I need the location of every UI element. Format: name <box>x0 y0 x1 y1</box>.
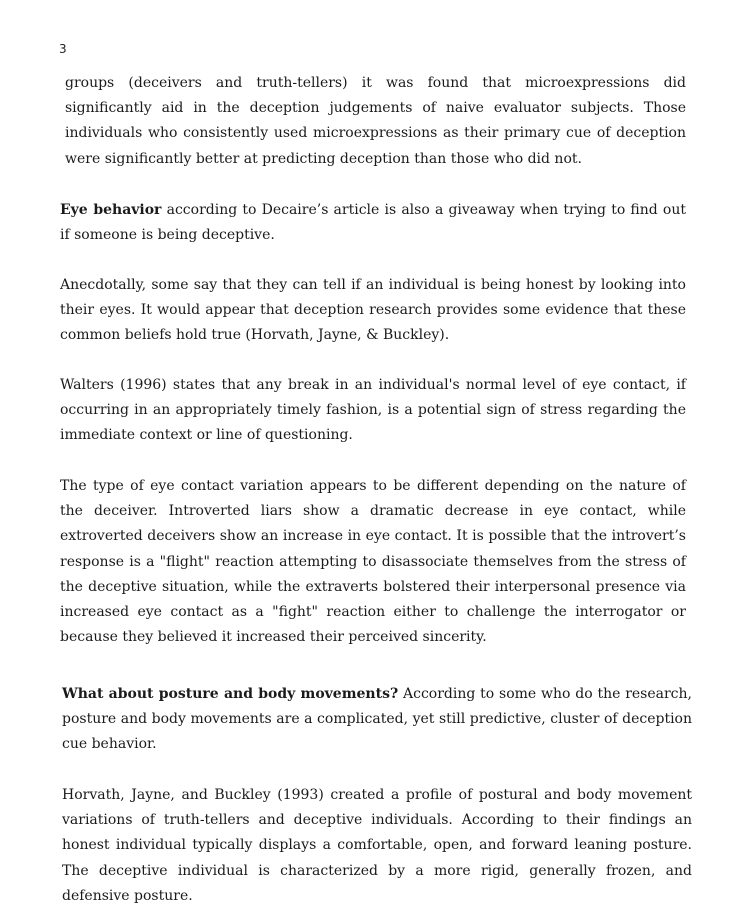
paragraph-eye-contact-variation <box>60 474 686 650</box>
paragraph-anecdotally <box>60 273 686 349</box>
paragraph-walters <box>60 373 686 449</box>
paragraph-text: Anecdotally, some say that they can tell if an individual is being honest by looking into their eyes. It would appear that deception research provides some evidence that these common beliefs hold true (Horvath, Jayne, & Buckley). <box>60 277 686 344</box>
paragraph-text: Walters (1996) states that any break in an individual's normal level of eye contact, if occurring in an appropriately timely fashion, is a potential sign of stress regarding the immediate context or line of questioning. <box>60 377 686 444</box>
paragraph-text: According to some who do the research, posture and body movements are a complicated, yet still predictive, cluster of deception cue behavior. <box>62 686 692 753</box>
paragraph-eye-behavior <box>60 198 686 248</box>
section-heading-posture: What about posture and body movements? <box>62 686 399 702</box>
paragraph-text: The type of eye contact variation appears to be different depending on the nature of the deceiver. Introverted liars show a dramatic decrease in eye contact, while extroverted deceivers show an increase in eye contact. It is possible that the introvert’s response is a "flight" reaction attempting to disassociate themselves from the stress of the deceptive situation, while the extraverts bolstered their interpersonal presence via increased eye contact as a "fight" reaction either to challenge the interrogator or because they believed it increased their perceived sincerity. <box>60 478 686 646</box>
paragraph-text: groups (deceivers and truth-tellers) it was found that microexpressions did significantly aid in the deception judgements of naive evaluator subjects. Those individuals who consistently used microexpressions as their primary cue of deception were significantly better at predicting deception than those who did not. <box>65 75 686 167</box>
paragraph-text: Horvath, Jayne, and Buckley (1993) created a profile of postural and body movement variations of truth-tellers and deceptive individuals. According to their findings an honest individual typically displays a comfortable, open, and forward leaning posture. The deceptive individual is characterized by a more rigid, generally frozen, and defensive posture. <box>62 787 692 904</box>
paragraph-text: according to Decaire’s article is also a giveaway when trying to find out if someone is being deceptive. <box>60 202 686 244</box>
section-heading-eye-behavior: Eye behavior <box>60 202 162 218</box>
paragraph-horvath-profile <box>62 783 692 909</box>
paragraph-microexpressions <box>65 71 686 172</box>
page-number: 3 <box>59 42 67 56</box>
paragraph-posture <box>62 682 692 758</box>
